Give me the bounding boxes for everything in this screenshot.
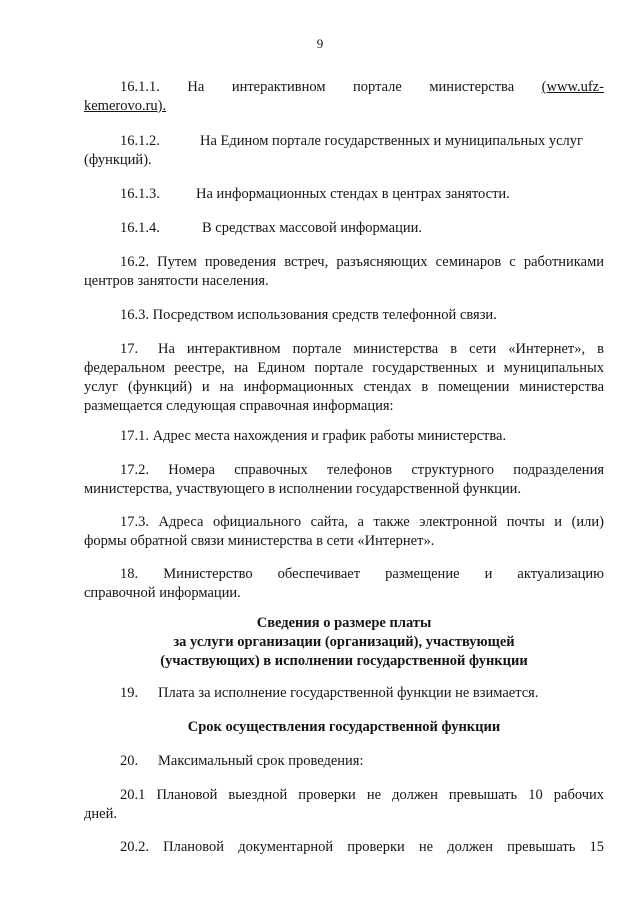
- word: и: [484, 566, 493, 582]
- ministry-website-link[interactable]: (www.ufz-: [541, 79, 604, 95]
- ministry-website-link-continued[interactable]: kemerovo.ru).: [84, 98, 167, 114]
- paragraph-line: 20.1 Плановой выездной проверки не должен превышать 10 рабочих: [120, 787, 604, 803]
- paragraph-line: (функций).: [84, 152, 152, 168]
- section-heading-fee: [84, 614, 604, 671]
- item-number: 18.: [120, 566, 139, 582]
- item-number: 16.1.1.: [120, 79, 160, 95]
- heading-line: Сведения о размере платы: [256, 615, 432, 631]
- paragraph-16-1-1: [84, 78, 604, 116]
- paragraph-line: размещается следующая справочная информация:: [84, 398, 394, 414]
- word: министерства: [429, 79, 515, 95]
- word: интерактивном: [231, 79, 326, 95]
- paragraph-16-1-4: [84, 219, 604, 238]
- paragraph-16-1-1-line-1: [84, 78, 604, 97]
- word: портале: [353, 79, 402, 95]
- paragraph-16-2: [84, 253, 604, 291]
- paragraph-19: [84, 684, 604, 703]
- item-number: 20.: [120, 753, 139, 769]
- paragraph-line: министерства, участвующего в исполнении государственной функции.: [84, 481, 522, 497]
- paragraph-20: [84, 752, 604, 771]
- section-heading-term: Срок осуществления государственной функции: [187, 719, 501, 735]
- paragraph-line: 17.3. Адреса официального сайта, а также электронной почты и (или): [120, 514, 604, 530]
- paragraph-line: На интерактивном портале министерства в сети «Интернет», в: [158, 341, 604, 357]
- paragraph-16-1-2: [84, 132, 604, 170]
- paragraph-16-1-3: [84, 185, 604, 204]
- paragraph-line: 20.2. Плановой документарной проверки не должен превышать 15: [120, 839, 604, 855]
- paragraph-17-2: [84, 461, 604, 499]
- paragraph-20-1: [84, 786, 604, 824]
- item-number: 16.1.4.: [120, 220, 160, 236]
- paragraph-line: 16.2. Путем проведения встреч, разъясняющих семинаров с работниками: [120, 254, 604, 270]
- paragraph-line: Максимальный срок проведения:: [158, 753, 364, 769]
- item-number: 19.: [120, 685, 139, 701]
- word: актуализацию: [517, 566, 604, 582]
- item-number: 16.1.3.: [120, 186, 160, 202]
- word: размещение: [385, 566, 460, 582]
- paragraph-line: Плата за исполнение государственной функции не взимается.: [158, 685, 539, 701]
- paragraph-line: На Едином портале государственных и муниципальных услуг: [200, 133, 583, 149]
- paragraph-20-2: [84, 838, 604, 857]
- paragraph-17: [84, 340, 604, 416]
- paragraph-line: услуг (функций) и на информационных стендах в помещении министерства: [84, 379, 604, 395]
- word: обеспечивает: [277, 566, 361, 582]
- page-number: 9: [316, 36, 324, 51]
- paragraph-line: дней.: [84, 806, 117, 822]
- paragraph-line: 17.1. Адрес места нахождения и график работы министерства.: [120, 428, 507, 444]
- paragraph-line: 16.3. Посредством использования средств телефонной связи.: [120, 307, 497, 323]
- paragraph-line: федеральном реестре, на Едином портале государственных и муниципальных: [84, 360, 604, 376]
- paragraph-18: [84, 565, 604, 603]
- paragraph-line: 17.2. Номера справочных телефонов структурного подразделения: [120, 462, 604, 478]
- paragraph-17-3: [84, 513, 604, 551]
- item-number: 17.: [120, 341, 139, 357]
- word: На: [187, 79, 205, 95]
- word: Министерство: [163, 566, 253, 582]
- paragraph-line: формы обратной связи министерства в сети «Интернет».: [84, 533, 435, 549]
- paragraph-17-1: [84, 427, 604, 446]
- item-number: 16.1.2.: [120, 133, 160, 149]
- paragraph-line: На информационных стендах в центрах занятости.: [196, 186, 510, 202]
- heading-line: за услуги организации (организаций), участвующей: [173, 634, 515, 650]
- paragraph-line: справочной информации.: [84, 585, 241, 601]
- heading-line: (участвующих) в исполнении государственной функции: [160, 653, 528, 669]
- paragraph-line: центров занятости населения.: [84, 273, 269, 289]
- paragraph-line: В средствах массовой информации.: [202, 220, 422, 236]
- paragraph-16-3: [84, 306, 604, 325]
